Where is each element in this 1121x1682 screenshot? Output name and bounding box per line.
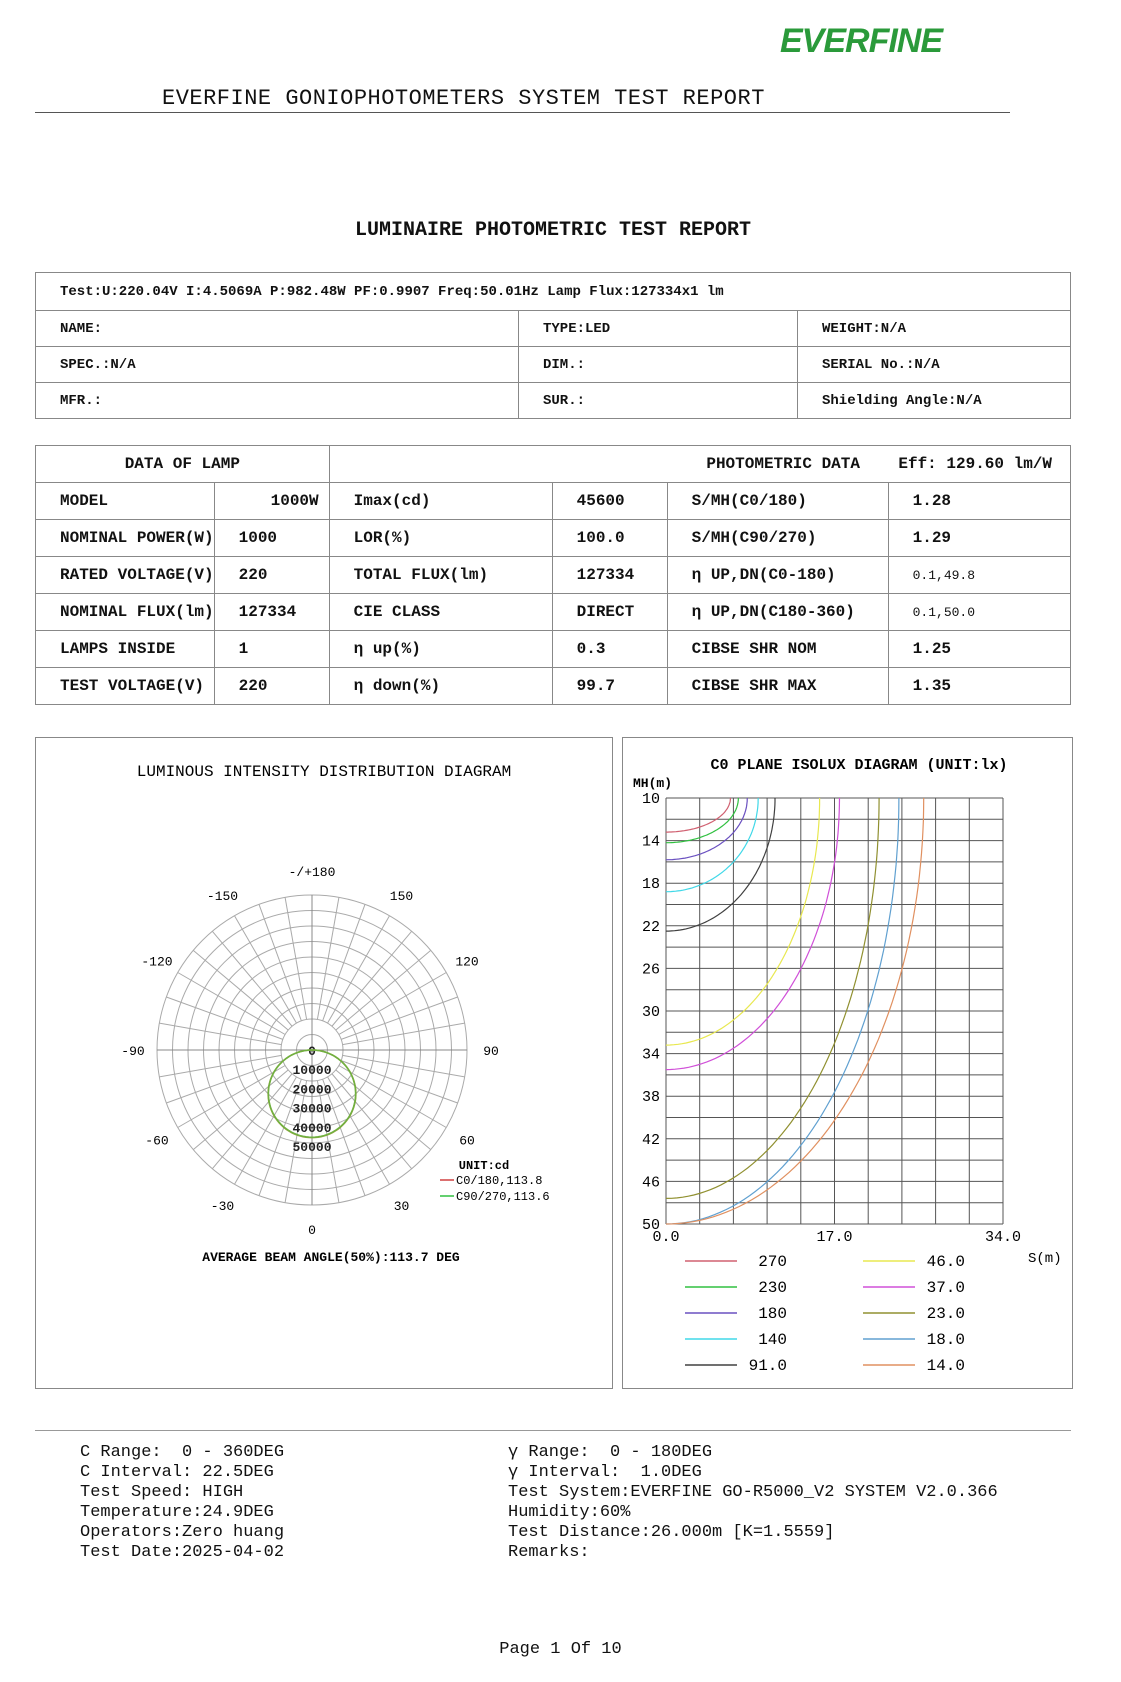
table-row — [36, 557, 1071, 594]
row-value: 1.28 — [888, 483, 1070, 520]
isolux-contour — [666, 798, 747, 860]
row-value: 1 — [214, 631, 329, 668]
polar-angle-label: -/+180 — [288, 865, 336, 880]
y-tick-label: 34 — [641, 1046, 661, 1064]
isolux-legend-label: 23.0 — [926, 1305, 965, 1323]
test-distance: Test Distance:26.000m [K=1.5559] — [508, 1523, 835, 1542]
test-date: Test Date:2025-04-02 — [80, 1543, 285, 1562]
isolux-contour — [666, 798, 738, 843]
row-value: 1.29 — [888, 520, 1070, 557]
spec-field: SPEC.:N/A — [36, 347, 519, 383]
polar-angle-label: 120 — [455, 954, 479, 970]
intensity-diagram-panel — [35, 737, 613, 1389]
lamp-data-table — [35, 445, 1071, 705]
row-label: η up(%) — [329, 631, 552, 668]
system-title: EVERFINE GONIOPHOTOMETERS SYSTEM TEST REPORT — [162, 86, 765, 111]
gamma-range: γ Range: 0 - 180DEG — [508, 1443, 713, 1462]
polar-spoke — [159, 1055, 281, 1077]
row-label: TOTAL FLUX(lm) — [329, 557, 552, 594]
polar-radial-label: 40000 — [292, 1120, 332, 1136]
polar-spoke — [166, 997, 283, 1039]
polar-spoke — [341, 997, 458, 1039]
polar-angle-label: 0 — [308, 1223, 316, 1238]
test-speed: Test Speed: HIGH — [80, 1483, 244, 1502]
gamma-interval: γ Interval: 1.0DEG — [508, 1463, 702, 1482]
row-label: NOMINAL POWER(W) — [36, 520, 215, 557]
polar-title: LUMINOUS INTENSITY DISTRIBUTION DIAGRAM — [136, 763, 512, 781]
x-tick-label: 17.0 — [816, 1229, 853, 1246]
isolux-legend-label: 37.0 — [926, 1279, 965, 1297]
operators: Operators:Zero huang — [80, 1523, 285, 1542]
row-value: 100.0 — [552, 520, 667, 557]
y-tick-label: 10 — [641, 791, 661, 808]
row-value: 99.7 — [552, 668, 667, 705]
humidity: Humidity:60% — [508, 1503, 631, 1522]
row-label: NOMINAL FLUX(lm) — [36, 594, 215, 631]
isolux-contour — [666, 798, 775, 931]
test-system: Test System:EVERFINE GO-R5000_V2 SYSTEM V2.0.366 — [508, 1483, 998, 1502]
y-tick-label: 18 — [641, 876, 661, 894]
polar-radial-label: 30000 — [292, 1101, 332, 1117]
y-tick-label: 38 — [641, 1089, 661, 1107]
row-label: TEST VOLTAGE(V) — [36, 668, 215, 705]
row-label: LAMPS INSIDE — [36, 631, 215, 668]
polar-spoke — [323, 904, 365, 1021]
lamp-data-heading: DATA OF LAMP — [36, 446, 330, 483]
row-label: η down(%) — [329, 668, 552, 705]
row-value: 1000W — [214, 483, 329, 520]
isolux-title: C0 PLANE ISOLUX DIAGRAM (UNIT:lx) — [710, 757, 1008, 774]
table-row — [36, 631, 1071, 668]
isolux-diagram-panel — [622, 737, 1073, 1389]
page-number: Page 1 Of 10 — [499, 1640, 622, 1659]
test-info-table — [35, 272, 1071, 419]
c-range: C Range: 0 - 360DEG — [80, 1443, 285, 1462]
table-row — [36, 483, 1071, 520]
row-value: 127334 — [552, 557, 667, 594]
polar-angle-label: -60 — [145, 1133, 169, 1149]
dim-field: DIM.: — [519, 347, 798, 383]
polar-angle-label: -150 — [206, 888, 239, 904]
row-label: CIE CLASS — [329, 594, 552, 631]
polar-chart — [36, 738, 612, 1388]
sur-field: SUR.: — [519, 383, 798, 419]
row-label: LOR(%) — [329, 520, 552, 557]
serial-field: SERIAL No.:N/A — [798, 347, 1071, 383]
remarks: Remarks: — [508, 1543, 590, 1562]
table-row — [36, 520, 1071, 557]
row-value: 1000 — [214, 520, 329, 557]
type-field: TYPE:LED — [519, 311, 798, 347]
row-label: η UP,DN(C0-180) — [667, 557, 888, 594]
row-value: 1.25 — [888, 631, 1070, 668]
row-label: S/MH(C90/270) — [667, 520, 888, 557]
everfine-logo: EVERFINE — [780, 22, 943, 60]
isolux-contour — [666, 798, 758, 892]
row-label: CIBSE SHR NOM — [667, 631, 888, 668]
name-field: NAME: — [36, 311, 519, 347]
isolux-legend-label: 140 — [758, 1331, 787, 1349]
beam-angle-label: AVERAGE BEAM ANGLE(50%):113.7 DEG — [202, 1250, 460, 1265]
polar-spoke — [285, 897, 307, 1019]
c-interval: C Interval: 22.5DEG — [80, 1463, 274, 1482]
shielding-field: Shielding Angle:N/A — [798, 383, 1071, 419]
header-divider — [35, 112, 1010, 113]
polar-unit: UNIT:cd — [458, 1159, 510, 1173]
isolux-contour — [666, 798, 840, 1070]
row-value: 127334 — [214, 594, 329, 631]
polar-angle-label: -30 — [210, 1199, 235, 1215]
row-value: 1.35 — [888, 668, 1070, 705]
polar-spoke — [343, 1055, 465, 1077]
row-value: 220 — [214, 668, 329, 705]
polar-radial-label: 0 — [308, 1044, 316, 1059]
polar-radial-label: 50000 — [292, 1140, 332, 1156]
weight-field: WEIGHT:N/A — [798, 311, 1071, 347]
polar-spoke — [343, 1023, 465, 1045]
row-value: 45600 — [552, 483, 667, 520]
polar-legend-label: C90/270,113.6 — [456, 1190, 550, 1204]
y-tick-label: 46 — [641, 1174, 661, 1192]
y-tick-label: 50 — [641, 1217, 661, 1234]
row-value: DIRECT — [552, 594, 667, 631]
polar-angle-label: -90 — [121, 1044, 145, 1059]
y-tick-label: 14 — [641, 833, 661, 851]
footer-right — [508, 1443, 998, 1563]
row-value: 0.1,50.0 — [888, 594, 1070, 631]
isolux-ylabel: MH(m) — [633, 776, 673, 791]
y-tick-label: 30 — [641, 1004, 661, 1021]
x-tick-label: 34.0 — [984, 1229, 1022, 1246]
polar-angle-label: 150 — [389, 888, 414, 904]
row-label: η UP,DN(C180-360) — [667, 594, 888, 631]
footer-divider — [35, 1430, 1071, 1431]
polar-spoke — [259, 904, 301, 1021]
polar-spoke — [317, 897, 339, 1019]
polar-angle-label: 90 — [483, 1044, 499, 1059]
polar-spoke — [341, 1061, 458, 1103]
row-label: S/MH(C0/180) — [667, 483, 888, 520]
test-conditions: Test:U:220.04V I:4.5069A P:982.48W PF:0.9907 Freq:50.01Hz Lamp Flux:127334x1 lm — [36, 273, 1071, 311]
isolux-legend-label: 230 — [758, 1279, 787, 1297]
y-tick-label: 22 — [641, 918, 661, 936]
polar-radial-label: 20000 — [292, 1082, 332, 1098]
polar-angle-label: -120 — [141, 954, 173, 970]
mfr-field: MFR.: — [36, 383, 519, 419]
isolux-chart — [623, 738, 1072, 1388]
isolux-legend-label: 270 — [758, 1253, 787, 1271]
row-label: MODEL — [36, 483, 215, 520]
isolux-legend-label: 46.0 — [926, 1253, 965, 1271]
row-label: RATED VOLTAGE(V) — [36, 557, 215, 594]
report-title: LUMINAIRE PHOTOMETRIC TEST REPORT — [354, 219, 752, 242]
row-value: 0.1,49.8 — [888, 557, 1070, 594]
footer-left — [80, 1443, 284, 1563]
y-tick-label: 26 — [641, 961, 661, 979]
table-row — [36, 594, 1071, 631]
x-tick-label: 0.0 — [652, 1229, 680, 1246]
polar-legend-label: C0/180,113.8 — [456, 1174, 543, 1188]
polar-angle-label: 30 — [393, 1199, 410, 1215]
polar-spoke — [159, 1023, 281, 1045]
row-label: CIBSE SHR MAX — [667, 668, 888, 705]
polar-radial-label: 10000 — [292, 1063, 332, 1079]
temperature: Temperature:24.9DEG — [80, 1503, 274, 1522]
row-value: 220 — [214, 557, 329, 594]
y-tick-label: 42 — [641, 1131, 661, 1149]
row-value: 0.3 — [552, 631, 667, 668]
isolux-legend-label: 18.0 — [926, 1331, 965, 1349]
photometric-data-heading: PHOTOMETRIC DATA Eff: 129.60 lm/W — [329, 446, 1070, 483]
polar-spoke — [166, 1061, 283, 1103]
table-row — [36, 668, 1071, 705]
row-label: Imax(cd) — [329, 483, 552, 520]
isolux-contour — [666, 798, 820, 1045]
isolux-xlabel: S(m) — [1028, 1251, 1062, 1267]
polar-angle-label: 60 — [459, 1133, 475, 1149]
isolux-legend-label: 14.0 — [926, 1357, 965, 1375]
isolux-legend-label: 180 — [758, 1305, 787, 1323]
isolux-legend-label: 91.0 — [748, 1357, 787, 1375]
